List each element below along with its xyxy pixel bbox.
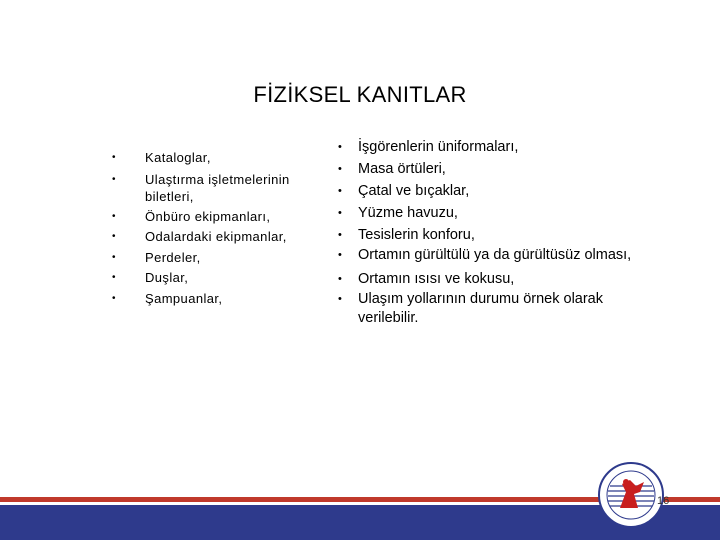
bullet-icon: •	[112, 210, 116, 222]
list-item	[112, 148, 322, 169]
left-bullet-list	[112, 148, 322, 309]
bullet-icon: •	[112, 152, 116, 163]
list-item	[112, 268, 322, 289]
list-item-text: Odalardaki ekipmanlar,	[145, 229, 287, 244]
bullet-icon: •	[338, 249, 342, 261]
list-item-text: Yüzme havuzu,	[358, 205, 458, 221]
list-item	[338, 180, 638, 202]
right-bullet-list	[338, 136, 638, 331]
list-item	[112, 248, 322, 269]
list-item	[338, 290, 638, 331]
list-item	[112, 289, 322, 310]
list-item	[112, 227, 322, 248]
list-item-text: Ortamın ısısı ve kokusu,	[358, 271, 515, 287]
list-item-text: Ulaşım yollarının durumu örnek olarak verilebilir.	[358, 291, 603, 326]
list-item	[338, 158, 638, 180]
bullet-icon: •	[112, 251, 116, 263]
list-item	[338, 246, 638, 268]
bullet-icon: •	[112, 173, 116, 185]
list-item-text: Duşlar,	[145, 270, 189, 285]
list-item	[112, 207, 322, 228]
list-item-text: Masa örtüleri,	[358, 161, 446, 177]
list-item	[338, 202, 638, 224]
bullet-icon: •	[338, 207, 342, 219]
page-number: 16	[657, 495, 670, 507]
bullet-icon: •	[338, 229, 342, 241]
list-item-text: Ortamın gürültülü ya da gürültüsüz olması,	[358, 247, 632, 263]
university-seal-icon	[598, 462, 664, 528]
list-item-text: İşgörenlerin üniformaları,	[358, 139, 519, 155]
list-item-text: Kataloglar,	[145, 150, 211, 165]
list-item-text: Önbüro ekipmanları,	[145, 208, 271, 224]
list-item-text: Tesislerin konforu,	[358, 227, 475, 243]
list-item-text: Şampuanlar,	[145, 290, 223, 306]
slide-title: FİZİKSEL KANITLAR	[253, 82, 467, 107]
bullet-icon: •	[112, 272, 116, 283]
list-item-text: Ulaştırma işletmelerinin biletleri,	[145, 171, 290, 204]
list-item	[338, 224, 638, 246]
bullet-icon: •	[338, 293, 342, 305]
list-item-text: Çatal ve bıçaklar,	[358, 183, 470, 199]
list-item	[112, 169, 322, 207]
bullet-icon: •	[338, 163, 342, 175]
list-item-text: Perdeler,	[145, 249, 201, 265]
bullet-icon: •	[112, 231, 116, 242]
bullet-icon: •	[112, 292, 116, 304]
bullet-icon: •	[338, 141, 342, 153]
list-item	[338, 136, 638, 158]
bullet-icon: •	[338, 185, 342, 197]
list-item	[338, 268, 638, 290]
bullet-icon: •	[338, 273, 342, 285]
